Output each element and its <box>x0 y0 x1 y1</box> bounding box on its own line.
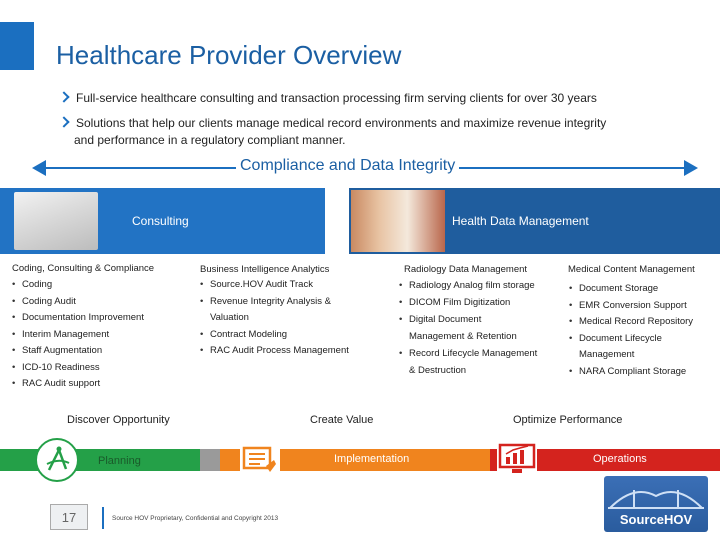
list-item: • Coding Audit <box>12 294 197 311</box>
lab-photo <box>351 190 445 252</box>
compass-icon <box>35 438 79 482</box>
list-item: Management <box>579 349 635 360</box>
copyright-text: Source HOV Proprietary, Confidential and Copyright 2013 <box>112 515 279 522</box>
stage-optimize: Optimize Performance <box>513 414 623 426</box>
health-data-title: Health Data Management <box>452 214 589 228</box>
stage-create: Create Value <box>310 414 374 426</box>
list-item: • EMR Conversion Support <box>569 298 717 315</box>
page-number: 17 <box>50 504 88 530</box>
list-item: • Radiology Analog film storage <box>399 277 559 294</box>
mcm-heading: Medical Content Management <box>568 264 695 275</box>
ccc-heading: Coding, Consulting & Compliance <box>12 263 155 274</box>
list-item: • Document Lifecycle <box>569 331 717 348</box>
list-item: • Document Storage <box>569 281 717 298</box>
page-title: Healthcare Provider Overview <box>56 40 402 70</box>
list-item: • RAC Audit support <box>12 376 197 393</box>
list-item: • Documentation Improvement <box>12 310 197 327</box>
list-item: • Revenue Integrity Analysis & <box>200 294 380 311</box>
people-photo <box>14 192 98 250</box>
bi-heading: Business Intelligence Analytics <box>200 264 330 275</box>
list-item: • Record Lifecycle Management <box>399 345 559 362</box>
stage-discover: Discover Opportunity <box>67 414 170 426</box>
list-item: • NARA Compliant Storage <box>569 364 717 381</box>
list-item: • Medical Record Repository <box>569 314 717 331</box>
arrow-label: Compliance and Data Integrity <box>236 157 459 175</box>
mcm-list <box>569 281 717 380</box>
list-item: • Staff Augmentation <box>12 343 197 360</box>
list-item: & Destruction <box>409 365 467 376</box>
rdm-heading: Radiology Data Management <box>404 264 528 275</box>
logo-text: SourceHOV <box>619 512 693 527</box>
chart-monitor-icon <box>497 440 537 478</box>
list-item: • Contract Modeling <box>200 327 380 344</box>
list-item: • Coding <box>12 277 197 294</box>
separator-bar <box>200 449 220 471</box>
list-item: Valuation <box>210 312 249 323</box>
ccc-list <box>12 277 197 393</box>
footer-divider <box>102 507 104 529</box>
rdm-list <box>399 277 559 379</box>
document-icon <box>240 442 280 478</box>
list-item: • DICOM Film Digitization <box>399 294 559 311</box>
list-item: • RAC Audit Process Management <box>200 343 380 360</box>
list-item: Management & Retention <box>409 331 517 342</box>
consulting-title: Consulting <box>132 214 189 228</box>
list-item: • Interim Management <box>12 327 197 344</box>
accent-block <box>0 22 34 70</box>
implementation-label: Implementation <box>334 453 410 465</box>
arrow-right-head <box>684 160 698 176</box>
list-item: • Source.HOV Audit Track <box>200 277 380 294</box>
planning-label: Planning <box>98 455 141 467</box>
chevron-right-icon <box>58 91 69 102</box>
bullet-1: Full-service healthcare consulting and transaction processing firm serving clients for over 30 years <box>60 90 597 107</box>
bullet-2: Solutions that help our clients manage medical record environments and maximize revenue integrity and performance in a regulatory compliant manner. <box>60 115 606 149</box>
bi-list <box>200 277 380 360</box>
list-item: • Digital Document <box>399 311 559 328</box>
chevron-right-icon <box>58 116 69 127</box>
list-item: • ICD-10 Readiness <box>12 360 197 377</box>
operations-label: Operations <box>593 453 647 465</box>
